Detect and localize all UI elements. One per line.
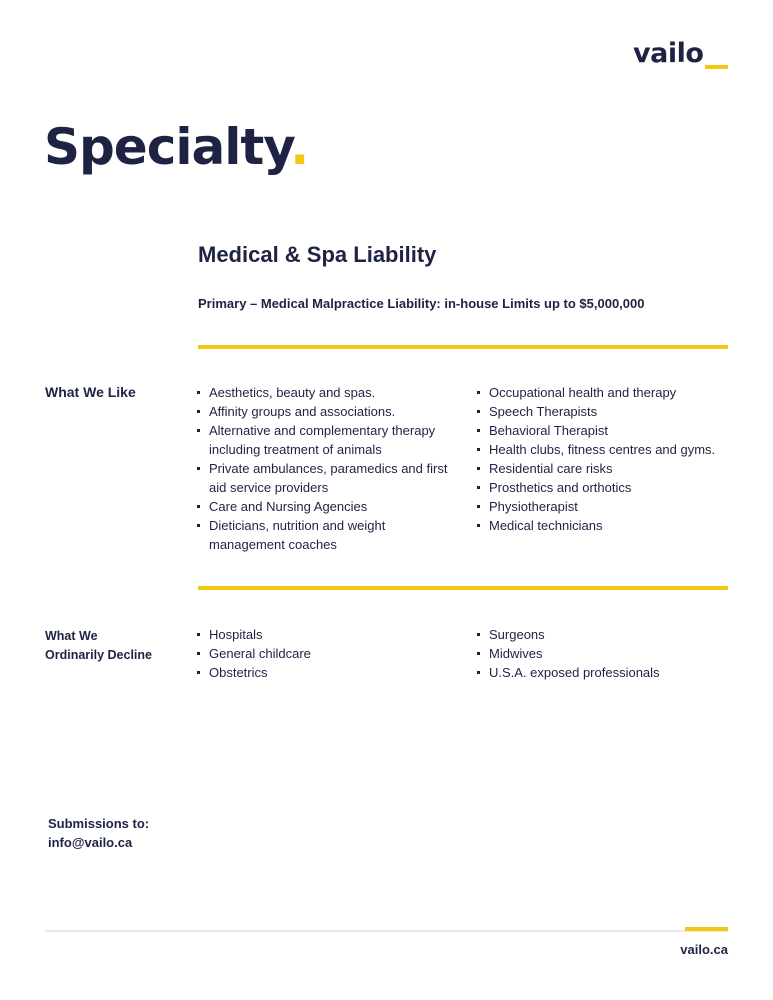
- list-item: Behavioral Therapist: [477, 421, 732, 440]
- list-item: Dieticians, nutrition and weight management coaches: [197, 516, 462, 554]
- list-item: Speech Therapists: [477, 402, 732, 421]
- submissions-block: [48, 814, 149, 852]
- list-item: General childcare: [197, 644, 462, 663]
- decline-label-line-2: Ordinarily Decline: [45, 648, 152, 662]
- page-title-dot: .: [290, 118, 309, 176]
- page-title-text: Specialty: [44, 118, 291, 176]
- list-item: Health clubs, fitness centres and gyms.: [477, 440, 732, 459]
- submissions-label: Submissions to:: [48, 816, 150, 831]
- logo-underline-bar: [705, 65, 728, 69]
- divider-middle: [198, 586, 728, 590]
- list-item: Residential care risks: [477, 459, 732, 478]
- like-list-column-1: [197, 383, 462, 554]
- list-item: Midwives: [477, 644, 732, 663]
- what-we-like-label: What We Like: [45, 384, 136, 400]
- decline-label-line-1: What We: [45, 629, 98, 643]
- list-item: Occupational health and therapy: [477, 383, 732, 402]
- list-item: Prosthetics and orthotics: [477, 478, 732, 497]
- decline-list-column-2: [477, 625, 732, 682]
- list-item: U.S.A. exposed professionals: [477, 663, 732, 682]
- list-item: Medical technicians: [477, 516, 732, 535]
- divider-top: [198, 345, 728, 349]
- page-title: [44, 118, 309, 176]
- list-item: Alternative and complementary therapy including treatment of animals: [197, 421, 462, 459]
- list-item: Surgeons: [477, 625, 732, 644]
- what-we-decline-label: [45, 627, 152, 665]
- like-list-column-2: [477, 383, 732, 535]
- section-title: Medical & Spa Liability: [198, 242, 437, 267]
- list-item: Hospitals: [197, 625, 462, 644]
- list-item: Care and Nursing Agencies: [197, 497, 462, 516]
- list-item: Physiotherapist: [477, 497, 732, 516]
- list-item: Affinity groups and associations.: [197, 402, 462, 421]
- decline-list-column-1: [197, 625, 462, 682]
- footer-divider: [45, 930, 728, 932]
- footer-accent-bar: [685, 927, 728, 931]
- section-subtitle: Primary – Medical Malpractice Liability: in-house Limits up to $5,000,000: [198, 296, 645, 311]
- list-item: Private ambulances, paramedics and first aid service providers: [197, 459, 462, 497]
- list-item: Aesthetics, beauty and spas.: [197, 383, 462, 402]
- list-item: Obstetrics: [197, 663, 462, 682]
- footer-website-link[interactable]: vailo.ca: [680, 942, 728, 957]
- vailo-logo: vailo: [633, 38, 704, 69]
- submissions-email[interactable]: info@vailo.ca: [48, 835, 133, 850]
